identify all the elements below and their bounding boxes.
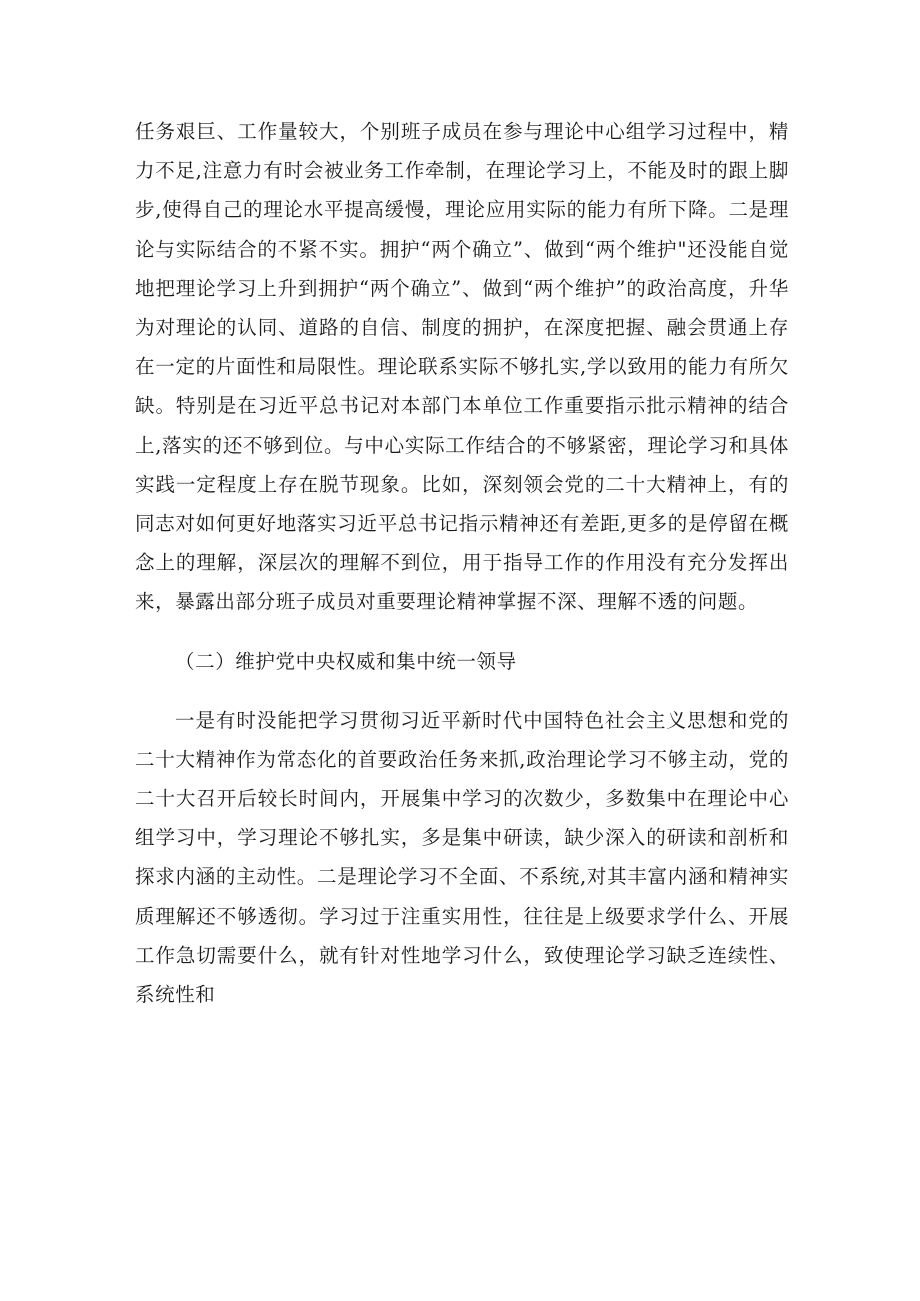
section-heading: （二）维护党中央权威和集中统一领导	[175, 649, 517, 673]
body-paragraph-continuation: 任务艰巨、工作量较大，个别班子成员在参与理论中心组学习过程中，精力不足,注意力有时会被业务工作牵制，在理论学习上，不能及时的跟上脚步,使得自己的理论水平提高缓慢，理论应用实际的能力有所下降。二是理论与实际结合的不紧不实。拥护“两个确立”、做到“两个维护"还没能自觉地把理论学习上升到拥护“两个确立”、做到“两个维护”的政治高度，升华为对理论的认同、道路的自信、制度的拥护，在深度把握、融会贯通上存在一定的片面性和局限性。理论联系实际不够扎实,学以致用的能力有所欠缺。特别是在习近平总书记对本部门本单位工作重要指示批示精神的结合上,落实的还不够到位。与中心实际工作结合的不够紧密，理论学习和具体实践一定程度上存在脱节现象。比如，深刻领会党的二十大精神上，有的同志对如何更好地落实习近平总书记指示精神还有差距,更多的是停留在概念上的理解，深层次的理解不到位，用于指导工作的作用没有充分发挥出来，暴露出部分班子成员对重要理论精神掌握不深、理解不透的问题。	[135, 120, 789, 614]
body-paragraph-section-two: 一是有时没能把学习贯彻习近平新时代中国特色社会主义思想和党的二十大精神作为常态化的首要政治任务来抓,政治理论学习不够主动，党的二十大召开后较长时间内，开展集中学习的次数少，多数集中在理论中心组学习中，学习理论不够扎实，多是集中研读，缺少深入的研读和剖析和探求内涵的主动性。二是理论学习不全面、不系统,对其丰富内涵和精神实质理解还不够透彻。学习过于注重实用性，往往是上级要求学什么、开展工作急切需要什么，就有针对性地学习什么，致使理论学习缺乏连续性、系统性和	[135, 708, 789, 1007]
document-body	[135, 112, 789, 1014]
